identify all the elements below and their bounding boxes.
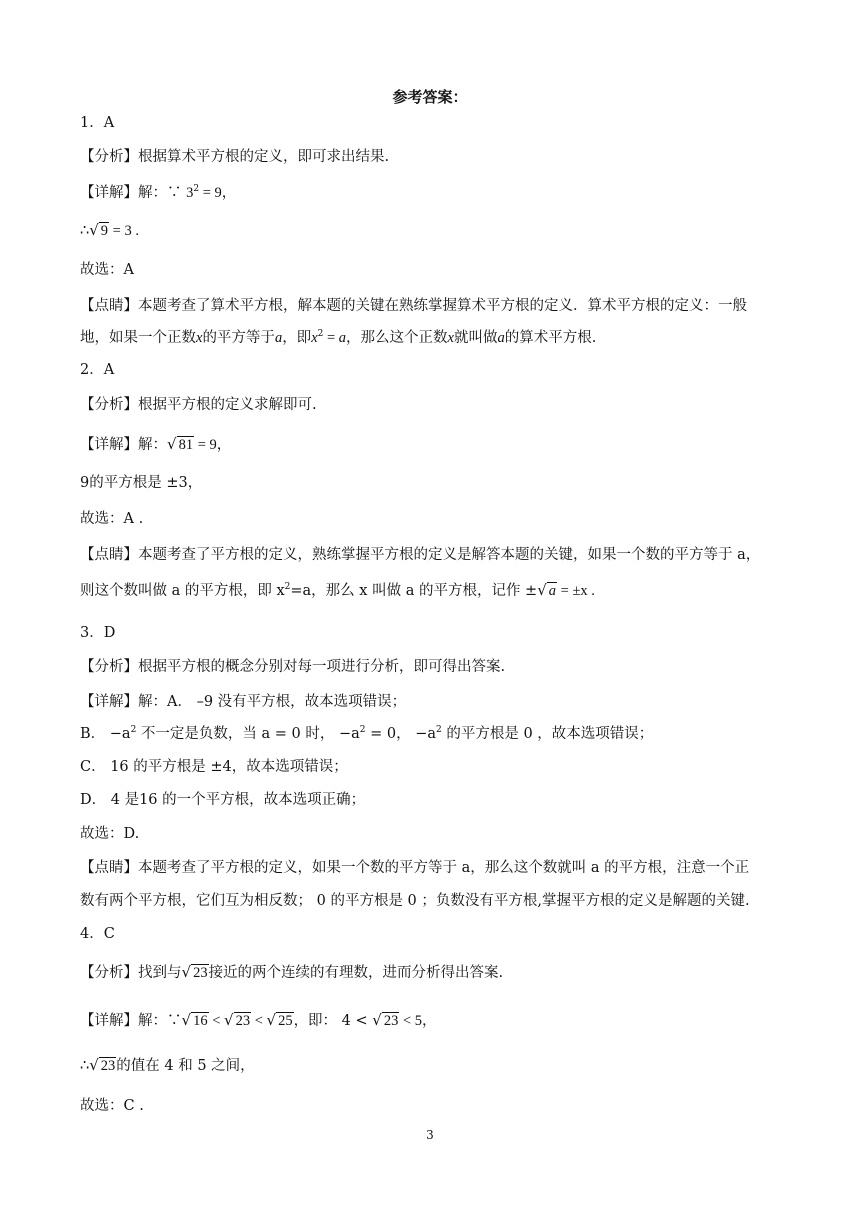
q4-r23c: 23: [100, 1058, 116, 1074]
q3-detail-text: 解：A． –9 没有平方根，故本选项错误；: [138, 694, 407, 710]
q1-c2-exp: 2: [317, 329, 324, 339]
q2-root: 81: [178, 437, 194, 453]
q3-analysis: [80, 657, 785, 677]
q1-root: 9: [100, 223, 109, 239]
q1-comment-text: 本题考查了算术平方根，解本题的关键在熟练掌握算术平方根的定义．算术平方根的定义：一般: [138, 298, 747, 314]
q1-detail-prefix: 解：∵: [138, 185, 182, 201]
q2-c2-c: = ±x .: [557, 583, 595, 599]
q3-line-c: C． 16 的平方根是 ±4，故本选项错误；: [80, 759, 348, 775]
q3-b-exp: 2: [130, 725, 137, 735]
q3-number: 3．D: [80, 625, 116, 641]
q2-c2-root: a: [548, 583, 557, 599]
q2-analysis-text: 根据平方根的定义求解即可.: [138, 397, 317, 413]
q3-comment-tag: 【点睛】: [80, 860, 138, 876]
q1-detail: [80, 183, 785, 203]
q1-analysis: [80, 147, 785, 167]
q2-analysis-tag: 【分析】: [80, 397, 138, 413]
q4-detail-prefix: 解：∵: [138, 1013, 182, 1029]
q4-therefore-rest: 的值在 4 和 5 之间，: [116, 1058, 255, 1074]
q3-detail-tag: 【详解】: [80, 694, 138, 710]
q3-analysis-text: 根据平方根的概念分别对每一项进行分析，即可得出答案.: [138, 659, 506, 675]
q4-choice: 故选：C .: [80, 1098, 144, 1114]
q4-analysis-tag: 【分析】: [80, 965, 138, 981]
q2-c2-a: 则这个数叫做 a 的平方根，即 x: [80, 583, 285, 599]
q2-detail: [80, 434, 785, 455]
q1-exp: 2: [193, 184, 200, 194]
q4-analysis-root: 23: [193, 965, 208, 981]
page-title: 参考答案：: [392, 88, 468, 106]
q4-r23b: 23: [383, 1013, 399, 1029]
q4-detail: [80, 1010, 785, 1031]
q1-c2-eqx: x: [311, 330, 318, 346]
q1-number: 1．A: [80, 115, 115, 131]
q4-r16: 16: [193, 1013, 208, 1029]
q4-end: < 5，: [399, 1013, 437, 1029]
q1-c2-x: x: [196, 330, 203, 346]
q2-choice: 故选：A .: [80, 511, 144, 527]
q3-b-c: = 0， −a: [365, 726, 436, 742]
q1-therefore: [80, 220, 785, 241]
q4-mid: ，即： 4 <: [293, 1013, 373, 1029]
q4-detail-tag: 【详解】: [80, 1013, 138, 1029]
sqrt-icon: √: [89, 221, 99, 239]
q1-c2-a3: a: [497, 330, 505, 346]
q2-line2: 9的平方根是 ±3，: [80, 475, 203, 491]
q1-c2-c: ，即: [282, 330, 312, 346]
q4-lt1: <: [208, 1013, 224, 1029]
sqrt-icon: √: [181, 1011, 192, 1029]
q3-analysis-tag: 【分析】: [80, 659, 138, 675]
q2-number: 2．A: [80, 362, 115, 378]
q3-line-d: D． 4 是16 的一个平方根，故本选项正确；: [80, 792, 366, 808]
q1-comment-2: [80, 328, 785, 348]
q1-analysis-tag: 【分析】: [80, 149, 138, 165]
q3-comment-2: 数有两个平方根，它们互为相反数； 0 的平方根是 0 ；负数没有平方根,掌握平方根的定义是解题的关键.: [80, 893, 750, 909]
q4-r23: 23: [235, 1013, 251, 1029]
q2-analysis: [80, 395, 785, 415]
q1-c2-a2: a: [274, 330, 283, 346]
q3-choice: 故选：D.: [80, 826, 140, 842]
q3-b-exp2: 2: [359, 725, 366, 735]
q3-line-b: [80, 724, 785, 744]
q2-c2-b: =a，那么 x 叫做 a 的平方根，记作 ±: [290, 583, 538, 599]
q1-choice: 故选：A: [80, 262, 134, 278]
q4-r25: 25: [278, 1013, 293, 1029]
q3-detail: [80, 692, 785, 712]
q1-c2-b: 的平方等于: [202, 330, 275, 346]
q1-comment-tag: 【点睛】: [80, 298, 138, 314]
q1-c2-eqa: a: [338, 330, 347, 346]
q2-detail-prefix: 解：: [138, 437, 167, 453]
therefore-symbol: ∴: [80, 223, 90, 239]
q2-detail-tag: 【详解】: [80, 437, 138, 453]
q3-b-a: B． −a: [80, 726, 131, 742]
page-number: 3: [426, 1128, 434, 1142]
q1-c2-d: ，那么这个正数: [346, 330, 448, 346]
sqrt-icon: √: [167, 435, 177, 453]
sqrt-icon: √: [372, 1011, 382, 1029]
sqrt-icon: √: [224, 1011, 234, 1029]
q1-base: 3: [186, 185, 194, 201]
q1-c2-f: 的算术平方根.: [504, 330, 597, 346]
q2-comment-text: 本题考查了平方根的定义，熟练掌握平方根的定义是解答本题的关键，如果一个数的平方等于 a，: [138, 547, 761, 563]
q4-lt2: <: [251, 1013, 267, 1029]
q3-comment-1: [80, 858, 785, 878]
q1-root-rest: = 3 .: [109, 223, 139, 239]
sqrt-icon: √: [266, 1011, 277, 1029]
sqrt-icon: √: [89, 1056, 99, 1074]
q2-comment-2: [80, 580, 785, 601]
q2-comment-1: [80, 545, 785, 565]
q3-b-d: 的平方根是 0 ，故本选项错误；: [441, 726, 654, 742]
q1-c2-eq: =: [323, 330, 339, 346]
q3-b-b: 不一定是负数，当 a = 0 时， −a: [136, 726, 360, 742]
q1-eq: = 9，: [199, 185, 237, 201]
therefore-symbol: ∴: [80, 1058, 90, 1074]
sqrt-icon: √: [537, 581, 547, 599]
q2-comment-tag: 【点睛】: [80, 547, 138, 563]
q1-c2-a: 地，如果一个正数: [80, 330, 196, 346]
q4-therefore: [80, 1055, 785, 1076]
q1-detail-tag: 【详解】: [80, 185, 138, 201]
q4-analysis-b: 接近的两个连续的有理数，进而分析得出答案.: [208, 965, 504, 981]
q3-comment-text: 本题考查了平方根的定义，如果一个数的平方等于 a，那么这个数就叫 a 的平方根，注意一个正: [138, 860, 750, 876]
q1-c2-e: 就叫做: [453, 330, 498, 346]
q3-b-exp3: 2: [436, 725, 442, 735]
q1-c2-x2: x: [447, 330, 454, 346]
sqrt-icon: √: [181, 963, 192, 981]
q4-analysis: [80, 962, 785, 983]
q2-root-rest: = 9，: [194, 437, 232, 453]
q4-number: 4．C: [80, 926, 115, 942]
q1-analysis-text: 根据算术平方根的定义，即可求出结果.: [138, 149, 390, 165]
q1-comment-1: [80, 296, 785, 316]
q4-analysis-a: 找到与: [138, 965, 182, 981]
q2-c2-exp: 2: [284, 582, 291, 592]
